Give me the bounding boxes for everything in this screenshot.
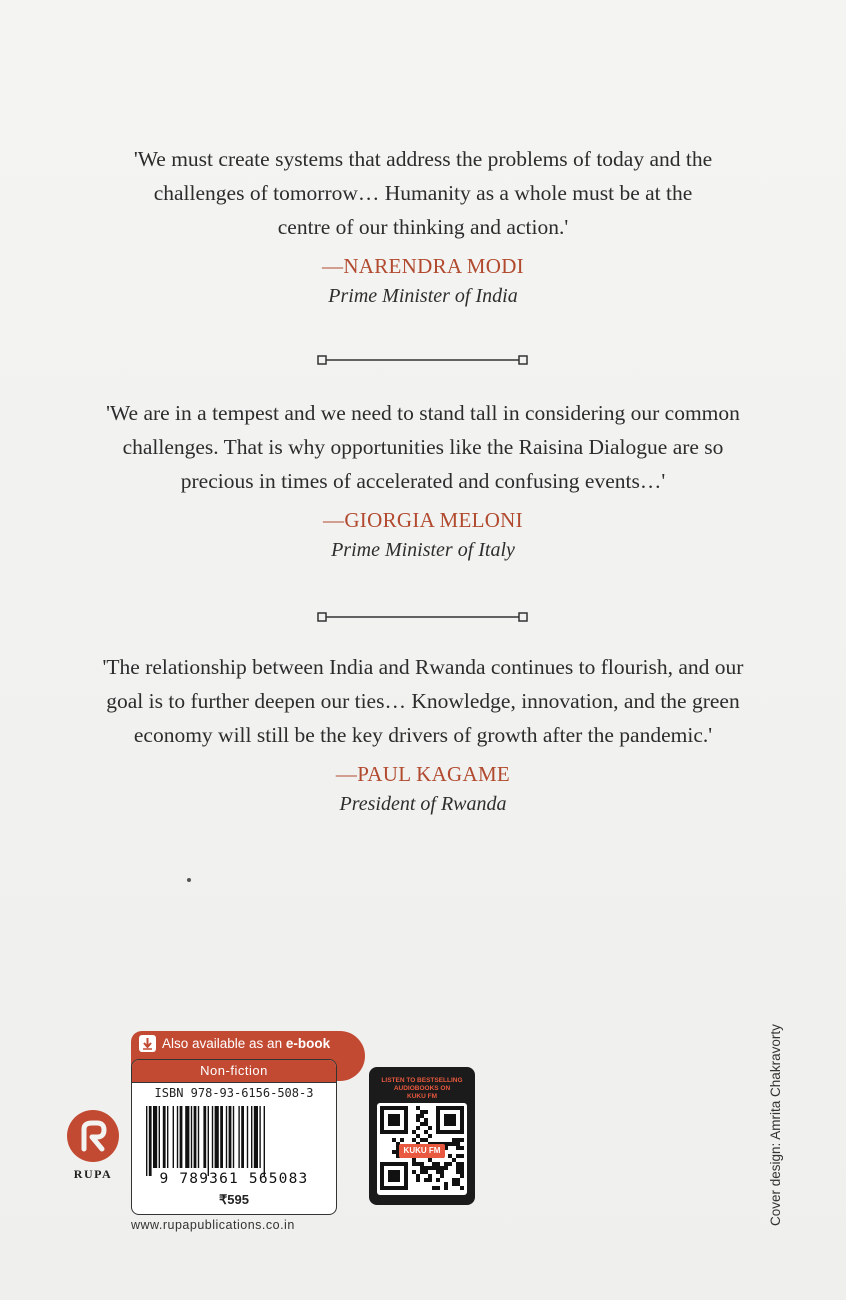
ebook-availability-text [162, 1036, 330, 1051]
kuku-header-line: LISTEN TO BESTSELLING [381, 1077, 463, 1084]
cover-design-credit: Cover design: Amrita Chakravorty [768, 1024, 783, 1226]
barcode-bar [167, 1106, 168, 1168]
price-label: ₹595 [219, 1192, 249, 1207]
ornamental-divider [317, 355, 528, 365]
quote-line: centre of our thinking and action.' [277, 215, 569, 239]
barcode-bar [241, 1106, 244, 1168]
quote-author-role: President of Rwanda [339, 793, 507, 815]
quote-line: challenges. That is why opportunities like the Raisina Dialogue are so [122, 435, 724, 459]
barcode-bar [153, 1106, 157, 1168]
quote-line: precious in times of accelerated and confusing events…' [180, 469, 666, 493]
quote-line: 'We must create systems that address the problems of today and the [133, 147, 713, 171]
download-icon [139, 1035, 156, 1052]
barcode-bar [220, 1106, 223, 1168]
barcode-bar [177, 1106, 178, 1168]
speck-mark [187, 878, 191, 882]
barcode-bar [233, 1106, 234, 1168]
quote-line: goal is to further deepen our ties… Knowledge, innovation, and the green [106, 689, 740, 713]
quote-block-meloni [0, 396, 846, 562]
barcode-bar [254, 1106, 258, 1168]
barcode-graphic [140, 1106, 328, 1176]
quote-line: challenges of tomorrow… Humanity as a whole must be at the [153, 181, 693, 205]
ebook-format: e-book [285, 1036, 331, 1051]
barcode-bar [185, 1106, 189, 1168]
barcode-bar [146, 1106, 147, 1176]
isbn-text: ISBN 978-93-6156-508-3 [154, 1086, 314, 1100]
kuku-header-line: KUKU FM [407, 1093, 437, 1100]
quote-author: —PAUL KAGAME [335, 762, 511, 786]
quote-text [0, 396, 846, 498]
barcode-bar [198, 1106, 199, 1168]
barcode-bar [163, 1106, 166, 1168]
publisher-logo-text: RUPA [73, 1167, 113, 1181]
barcode-bar [191, 1106, 192, 1168]
quote-line: 'We are in a tempest and we need to stand tall in considering our common [106, 401, 740, 425]
barcode-bar [203, 1106, 206, 1168]
barcode-bar [212, 1106, 213, 1168]
quote-block-kagame [0, 650, 846, 816]
barcode-bar [159, 1106, 160, 1168]
barcode-bar [264, 1106, 265, 1176]
genre-label: Non-fiction [132, 1060, 336, 1083]
barcode-bar [229, 1106, 232, 1168]
kuku-header [369, 1077, 475, 1101]
publisher-website: www.rupapublications.co.in [131, 1218, 295, 1232]
ornamental-divider [317, 612, 528, 622]
barcode-digits: 9 789361 565083 [159, 1171, 309, 1187]
kuku-fm-badge: KUKU FM [399, 1144, 445, 1158]
ebook-prefix: Also available as an [162, 1036, 286, 1051]
quote-line: 'The relationship between India and Rwanda continues to flourish, and our [102, 655, 744, 679]
barcode-bar [238, 1106, 239, 1168]
quote-text [0, 650, 846, 752]
quote-author-role: Prime Minister of India [328, 285, 518, 307]
barcode-bar [226, 1106, 227, 1168]
quote-text [0, 142, 846, 244]
kuku-header-line: AUDIOBOOKS ON [393, 1085, 451, 1092]
quote-block-modi [0, 142, 846, 308]
barcode-bar [247, 1106, 248, 1168]
barcode-bar [215, 1106, 219, 1168]
quote-author: —GIORGIA MELONI [323, 508, 523, 532]
barcode-panel [131, 1059, 337, 1215]
quote-line: economy will still be the key drivers of growth after the pandemic.' [133, 723, 713, 747]
barcode-bar [180, 1106, 183, 1168]
barcode-bar [173, 1106, 174, 1168]
barcode-bar [251, 1106, 252, 1168]
barcode-bar [149, 1106, 152, 1176]
barcode-bar [208, 1106, 209, 1176]
kuku-fm-card [369, 1067, 475, 1205]
barcode-bar [194, 1106, 197, 1168]
barcode-bar [259, 1106, 260, 1168]
quote-author-role: Prime Minister of Italy [331, 539, 515, 561]
rupa-logo-icon [66, 1109, 120, 1163]
quote-author: —NARENDRA MODI [322, 254, 524, 278]
